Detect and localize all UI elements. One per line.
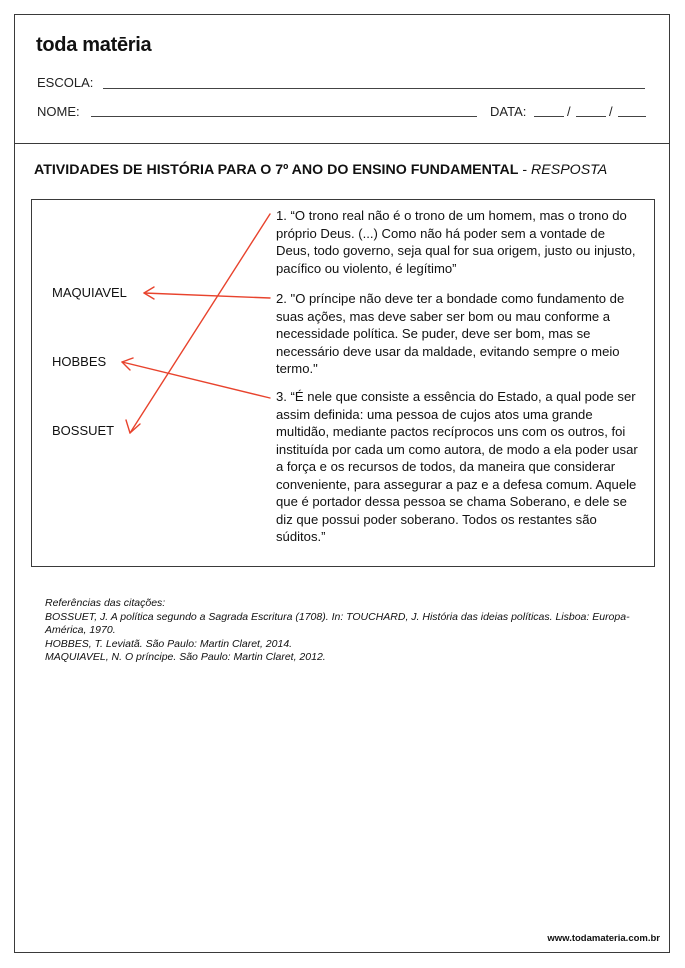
author-hobbes: HOBBES [52, 354, 107, 369]
title-main: ATIVIDADES DE HISTÓRIA PARA O 7º ANO DO ENSINO FUNDAMENTAL [34, 162, 519, 178]
date-label: DATA: [490, 104, 527, 119]
reference-item: HOBBES, T. Leviatã. São Paulo: Martin Claret, 2014. [45, 637, 293, 650]
title-dash: - [518, 162, 532, 178]
school-label: ESCOLA: [37, 75, 94, 90]
name-label: NOME: [37, 104, 80, 119]
arrow-quote1-to-bossuet [130, 214, 270, 433]
author-bossuet: BOSSUET [52, 423, 115, 438]
title-answer-label: RESPOSTA [531, 162, 608, 178]
brand-logo: toda matēria [36, 34, 152, 56]
quote-1: 1. “O trono real não é o trono de um homem, mas o trono do próprio Deus. (...) Como não há poder sem a vontade de Deus, todo governo, seja qual for sua origem, justo ou injusto, pacífico ou violento, é legítimo” [276, 208, 636, 276]
references-heading: Referências das citações: [45, 597, 166, 609]
quote-2: 2. "O príncipe não deve ter a bondade como fundamento de suas ações, mas deve saber ser bom ou mau conforme a necessidade política. Se puder, deve ser bom, mas se necessário deve usar da maldade, evitando sempre o meio termo." [276, 291, 625, 376]
quote-3: 3. “É nele que consiste a essência do Estado, a qual pode ser assim definida: uma pessoa de cujos atos uma grande multidão, mediante pactos recíprocos uns com os outros, foi instituída por cada um como autora, de modo a ela poder usar a força e os recursos de todos, da maneira que considerar conveniente, para assegurar a paz e a defesa comum. Aquele que é portador dessa pessoa se chama Soberano, e dele se diz que possui poder soberano. Todos os restantes são súditos.” [276, 389, 638, 544]
arrow-quote2-to-maquiavel [144, 293, 270, 298]
reference-item: BOSSUET, J. A política segundo a Sagrada Escritura (1708). In: TOUCHARD, J. História das ideias políticas. Lisboa: Europa-América, 1970. [45, 610, 630, 636]
date-separator: / [567, 104, 571, 119]
arrowhead-bossuet [126, 420, 140, 433]
arrow-quote3-to-hobbes [122, 362, 270, 398]
website-link[interactable]: www.todamateria.com.br [547, 933, 660, 944]
author-maquiavel: MAQUIAVEL [52, 285, 127, 300]
references [45, 597, 655, 665]
date-separator: / [609, 104, 613, 119]
reference-item: MAQUIAVEL, N. O príncipe. São Paulo: Martin Claret, 2012. [45, 651, 326, 663]
